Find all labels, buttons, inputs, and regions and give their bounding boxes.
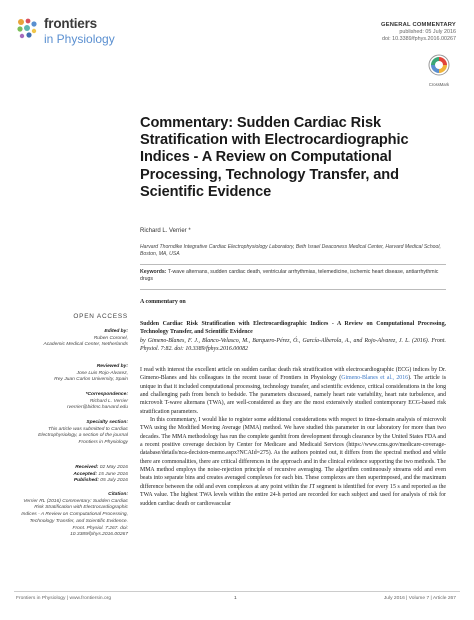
received-row (20, 465, 128, 472)
paragraph-2: In this commentary, I would like to register some additional considerations with respect to time-domain analysis of microvolt TWA using the Modified Moving Average (MMA) method. We have studied this parameter in our laboratory for more than two decades. The MMA methodology has run the complete gambit from development through clearance by the United States FDA and a recent positive coverage decision by Center for Medicare and Medicaid Services (https://www.cms.gov/medicare-coverage-database/details/nca-decision-memo.aspx?NCAId=275). As the authors pointed out, it differs from the spectral method and while there are commonalities, there are critical differences in the approach and in the clinical evidence supporting the two methods. The MMA method employs the noise-rejection principle of recursive averaging. The algorithm continuously streams odd and even beats into separate bins and creates averaged complexes for each bin. These complexes are then superimposed, and the maximum difference between the odd and even complexes at any point within the JT segment is identified for every 15 s and reported as the TWA value. The highest TWA levels within the entire 24-h period are recorded for each subject and used for analysis of risk for sudden cardiac death or cardiovascular (140, 417, 446, 507)
paragraph-1 (140, 366, 446, 416)
published-label: Published: (73, 478, 99, 484)
accepted-date: 15 June 2016 (96, 471, 128, 477)
received-date: 02 May 2016 (98, 465, 128, 470)
article-type: GENERAL COMMENTARY (381, 22, 456, 28)
open-access-label: OPEN ACCESS (73, 313, 128, 320)
commented-reference (140, 320, 446, 353)
edited-by (20, 329, 128, 349)
paragraph-1-text-b: ). The article is unique in that it included computational processing, technology transfer, and scientific evidence, critical considerations in the long and challenging path from bench to bedside. The parameters discussed, namely heart rate variability, heart rate turbulence, and microvolt T-wave alternans (TWA), are well-considered as they are the most extensively studied contemporary ECG-based risk stratification parameters. (140, 375, 447, 415)
author-affiliation: Harvard Thorndike Integrative Cardiac Electrophysiology Laboratory, Beth Israel Deaconess Medical Center, Harvard Medical School, Boston, MA, USA (140, 244, 441, 257)
page-number: 1 (234, 596, 237, 601)
citation-label: Citation: (108, 492, 128, 497)
edited-by-label: Edited by: (104, 329, 128, 334)
correspondence-label: *Correspondence: (85, 392, 128, 397)
specialty-label: Specialty section: (86, 420, 128, 425)
correspondence-email[interactable]: rverrier@bidmc.harvard.edu (67, 405, 128, 411)
article-title: Commentary: Sudden Cardiac Risk Stratification with Electrocardiographic Indices - A Review on Computational Processing, Technology Transfer, and Scientific Evidence (140, 115, 409, 200)
logo-journal-name: in Physiology (44, 32, 115, 46)
reviewed-by (20, 364, 128, 384)
received-label: Received: (75, 465, 99, 470)
specialty-text: This article was submitted to Cardiac Electrophysiology, a section of the journal Frontiers in Physiology (38, 426, 128, 446)
reference-authors: by Gimeno-Blanes, F. J., Blanco-Velasco, M., Barquero-Pérez, Ó., García-Alberola, A., and Rojo-Alvarez, J. L. (2016). Front. Physiol. 7:82. doi: 10.3389/fphys.2016.00082 (140, 337, 446, 352)
reference-title[interactable]: Sudden Cardiac Risk Stratification with Electrocardiographic Indices - A Review on Computational Processing, Technology Transfer, and Scientific Evidence (140, 321, 446, 336)
crossmark-label: CrossMark (428, 82, 450, 87)
frontiers-logo-icon (14, 16, 40, 42)
commentary-on-heading: A commentary on (140, 299, 186, 305)
crossmark-icon (428, 54, 450, 76)
crossmark-badge[interactable] (426, 54, 452, 87)
journal-logo[interactable] (14, 14, 124, 48)
footer-journal[interactable]: Frontiers in Physiology | www.frontiersin.org (16, 596, 112, 601)
logo-wordmark: frontiers (44, 16, 97, 31)
published-date-sidebar: 05 July 2016 (98, 478, 128, 484)
editor-name: Ruben Coronel, (93, 335, 128, 341)
footer-divider (14, 591, 460, 592)
footer-volume: July 2016 | Volume 7 | Article 267 (383, 596, 456, 601)
citation (20, 492, 128, 539)
divider (140, 264, 446, 265)
published-row (20, 478, 128, 485)
paragraph-1-text-a: I read with interest the excellent article on sudden cardiac death risk stratification with electrocardiographic (ECG) indices by Dr. Gimeno-Blanes and his colleagues in the recent issue of Frontiers in Physiology ( (140, 367, 446, 382)
author-name[interactable]: Richard L. Verrier * (140, 228, 191, 234)
article-body (140, 366, 446, 508)
article-header-meta (381, 22, 456, 43)
keywords (140, 269, 446, 283)
divider (140, 289, 446, 290)
published-date: published: 05 July 2016 (399, 29, 456, 35)
doi[interactable]: doi: 10.3389/fphys.2016.00267 (381, 36, 456, 42)
correspondence (20, 392, 128, 412)
accepted-label: Accepted: (73, 471, 97, 477)
reviewer-name: Jose Luis Rojo-Alvarez, (76, 370, 128, 376)
dates (20, 465, 128, 485)
keywords-label: Keywords: (140, 269, 167, 275)
citation-link[interactable]: Gimeno-Blanes et al., 2016 (341, 375, 409, 382)
keywords-list: T-wave alternans, sudden cardiac death, ventricular arrhythmias, telemedicine, ischemic heart disease, antiarrhythmic drugs (140, 269, 439, 282)
correspondence-name: Richard L. Verrier (89, 398, 128, 404)
reviewer-affiliation: Rey Juan Carlos University, Spain (54, 377, 128, 383)
editor-affiliation: Academic Medical Center, Netherlands (43, 342, 128, 348)
reviewed-by-label: Reviewed by: (96, 364, 128, 369)
citation-text: Verrier RL (2016) Commentary: Sudden Cardiac Risk Stratification with Electrocardiographic Indices - A Review on Computational Processing, Technology Transfer, and Scientific Evidence. Front. Physiol. 7:267. doi: 10.3389/fphys.2016.00267 (21, 498, 128, 538)
specialty-section (20, 420, 128, 447)
